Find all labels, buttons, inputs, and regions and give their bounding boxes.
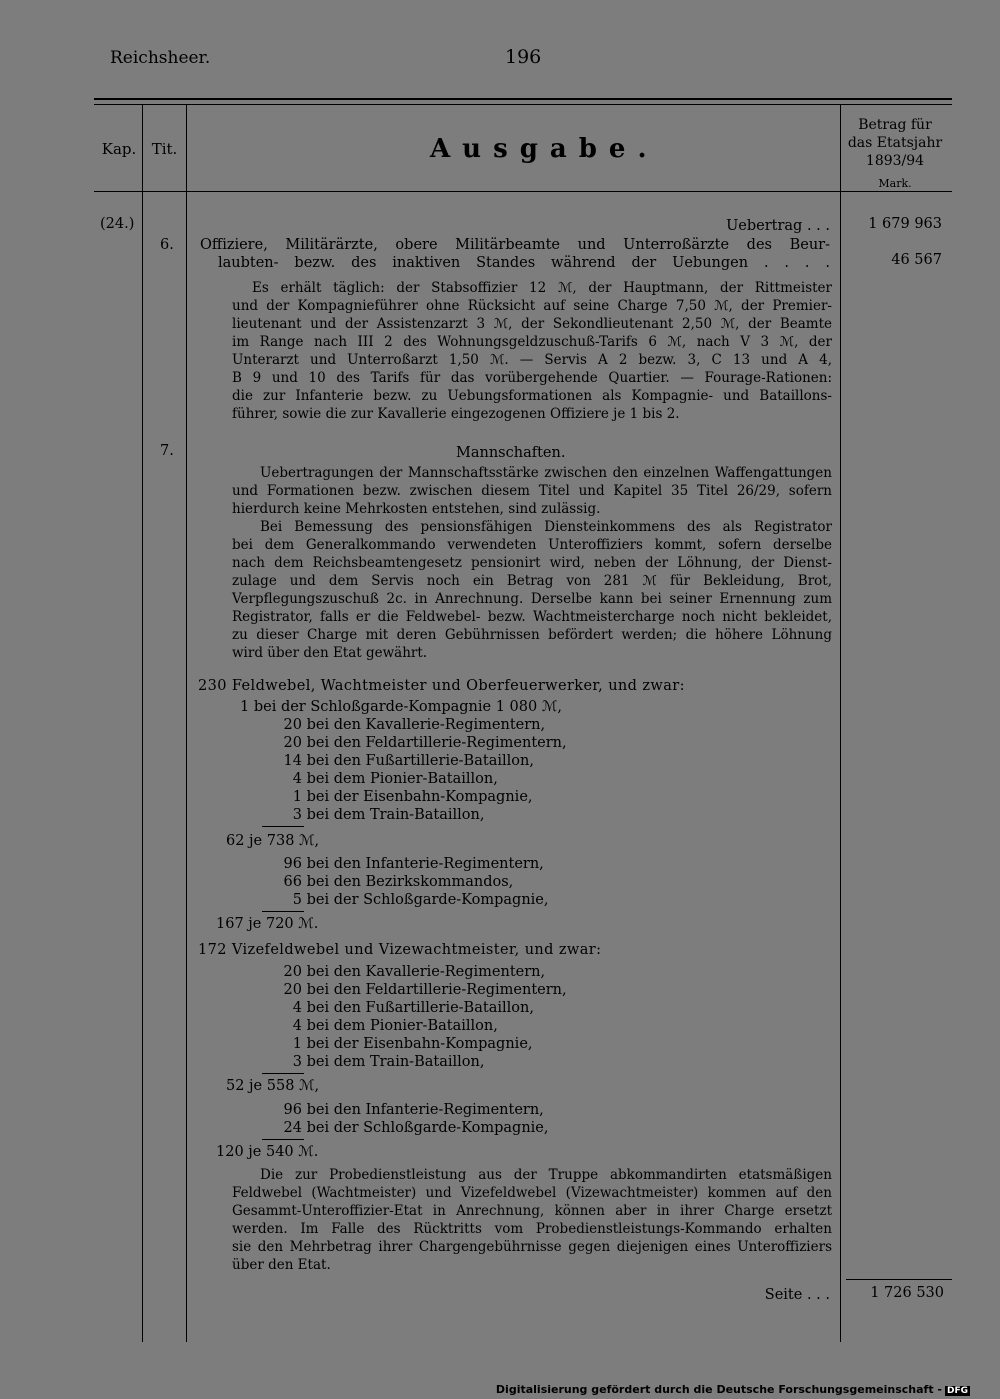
tit-6-note-line-5: Unterarzt und Unterroßarzt 1,50 ℳ. — Servis A 2 bezw. 3, C 13 und A 4, — [232, 352, 832, 368]
vizefeldwebel-list-2 — [262, 1101, 549, 1137]
tit-7-note-line-10: zu dieser Charge mit deren Gebührnissen befördert werden; die höhere Löhnung — [232, 627, 832, 643]
dfg-logo: DFG — [946, 1386, 968, 1396]
uebertrag-label: Uebertrag . . . — [726, 218, 830, 234]
col-header-betrag — [840, 116, 950, 170]
tit-7-note-line-9: Registrator, falls er die Feldwebel- bezw. Wachtmeistercharge noch nicht bekleidet, — [232, 609, 832, 625]
top-double-rule-1 — [94, 98, 952, 100]
header-bottom-rule — [94, 191, 952, 192]
feldwebel-schlossgarde: 1 bei der Schloßgarde-Kompagnie 1 080 ℳ, — [240, 699, 562, 715]
tit-6-note-line-7: die zur Infanterie bezw. zu Uebungsformationen als Kompagnie- und Bataillons- — [232, 388, 832, 404]
betrag-line-1: Betrag für — [858, 117, 932, 133]
list-item: 96 bei den Infanterie-Regimentern, — [283, 1102, 544, 1118]
tit-7-note-line-3: hierdurch keine Mehrkosten entstehen, sind zulässig. — [232, 501, 601, 517]
vizefeldwebel-heading: 172 Vizefeldwebel und Vizewachtmeister, und zwar: — [198, 942, 602, 958]
list-item: 20 bei den Feldartillerie-Regimentern, — [283, 982, 567, 998]
col-header-kap: Kap. — [101, 140, 137, 158]
sum-underline — [262, 1139, 304, 1140]
kap-number: (24.) — [100, 216, 135, 232]
tit-6-note-line-8: führer, sowie die zur Kavallerie eingezogenen Offiziere je 1 bis 2. — [232, 406, 680, 422]
dfg-footer — [496, 1383, 970, 1396]
list-item: 24 bei der Schloßgarde-Kompagnie, — [283, 1120, 549, 1136]
vizefeldwebel-list — [262, 963, 567, 1071]
list-item: 4 bei dem Pionier-Bataillon, — [292, 1018, 498, 1034]
tit-7-note — [232, 464, 832, 662]
list-item: 3 bei dem Train-Bataillon, — [292, 1054, 485, 1070]
list-item: 4 bei den Fußartillerie-Bataillon, — [292, 1000, 534, 1016]
list-item: 1 bei der Eisenbahn-Kompagnie, — [292, 1036, 533, 1052]
tit-6-note-line-6: B 9 und 10 des Tarifs für das vorübergehende Quartier. — Fourage-Rationen: — [232, 370, 832, 386]
tit-6-note-line-4: im Range nach III 2 des Wohnungsgeldzuschuß-Tarifs 6 ℳ, nach V 3 ℳ, der — [232, 334, 832, 350]
col-divider-kap — [142, 104, 143, 1342]
tit-6-amount: 46 567 — [891, 252, 942, 268]
list-item: 3 bei dem Train-Bataillon, — [292, 807, 485, 823]
list-item: 1 bei der Eisenbahn-Kompagnie, — [292, 789, 533, 805]
tit-7-note-line-11: wird über den Etat gewährt. — [232, 645, 428, 661]
feldwebel-list — [262, 716, 567, 824]
final-note-line-3: Gesammt-Unteroffizier-Etat in Anrechnung, können aber in ihrer Charge ersetzt — [232, 1203, 832, 1219]
top-double-rule-2 — [94, 104, 952, 105]
betrag-line-2: das Etatsjahr — [847, 135, 943, 151]
final-note-line-6: über den Etat. — [232, 1257, 331, 1273]
list-item: 20 bei den Feldartillerie-Regimentern, — [283, 735, 567, 751]
feldwebel-subtotal-2: 167 je 720 ℳ. — [216, 916, 319, 932]
tit-6-note — [232, 279, 832, 423]
vizefeldwebel-subtotal-2: 120 je 540 ℳ. — [216, 1144, 319, 1160]
list-item: 66 bei den Bezirkskommandos, — [283, 874, 514, 890]
tit-7-number: 7. — [160, 443, 174, 459]
tit-6-note-line-2: und der Kompagnieführer ohne Rücksicht auf seine Charge 7,50 ℳ, der Premier- — [232, 298, 832, 314]
tit-6-note-line-3: lieutenant und der Assistenzarzt 3 ℳ, der Sekondlieutenant 2,50 ℳ, der Beamte — [232, 316, 832, 332]
betrag-line-3: 1893/94 — [865, 153, 925, 169]
probedienst-note — [232, 1166, 832, 1274]
sum-underline — [262, 1073, 304, 1074]
final-note-line-2: Feldwebel (Wachtmeister) und Vizefeldwebel (Vizewachtmeister) kommen auf den — [232, 1185, 832, 1201]
final-note-line-4: werden. Im Falle des Rücktritts vom Probedienstleistungs-Kommando erhalten — [232, 1221, 832, 1237]
page-title: Ausgabe. — [430, 134, 659, 164]
tit-6-number: 6. — [160, 237, 174, 253]
tit-7-note-line-2: und Formationen bezw. zwischen diesem Titel und Kapitel 35 Titel 26/29, sofern — [232, 483, 832, 499]
running-head: Reichsheer. — [110, 48, 211, 68]
vizefeldwebel-subtotal-1: 52 je 558 ℳ, — [226, 1078, 320, 1094]
tit-6-note-line-1: Es erhält täglich: der Stabsoffizier 12 ℳ, der Hauptmann, der Rittmeister — [252, 280, 832, 296]
tit-7-note-line-5: bei dem Generalkommando verwendeten Unteroffiziers kommt, sofern derselbe — [232, 537, 832, 553]
list-item: 4 bei dem Pionier-Bataillon, — [292, 771, 498, 787]
seite-label: Seite . . . — [764, 1287, 830, 1303]
tit-7-note-line-6: nach dem Reichsbeamtengesetz pensionirt wird, neben der Löhnung, der Dienst- — [232, 555, 832, 571]
list-item: 96 bei den Infanterie-Regimentern, — [283, 856, 544, 872]
sum-rule — [846, 1279, 952, 1280]
list-item: 20 bei den Kavallerie-Regimentern, — [283, 964, 546, 980]
tit-7-note-line-8: Verpflegungszuschuß 2c. in Anrechnung. Derselbe kann bei seiner Ernennung zum — [232, 591, 832, 607]
final-note-line-5: sie den Mehrbetrag ihrer Chargengebührnisse gegen diejenigen eines Unteroffiziers — [232, 1239, 832, 1255]
page-number: 196 — [505, 46, 542, 68]
footer-text: Digitalisierung gefördert durch die Deutsche Forschungsgemeinschaft - — [495, 1383, 942, 1396]
sum-underline — [262, 826, 304, 827]
seite-amount: 1 726 530 — [870, 1285, 944, 1301]
tit-7-note-line-1: Uebertragungen der Mannschaftsstärke zwischen den einzelnen Waffengattungen — [260, 465, 832, 481]
list-item: 14 bei den Fußartillerie-Bataillon, — [283, 753, 534, 769]
tit-7-note-line-7: zulage und dem Servis noch ein Betrag von 281 ℳ für Bekleidung, Brot, — [232, 573, 832, 589]
tit-7-heading: Mannschaften. — [456, 445, 566, 461]
tit-7-note-line-4: Bei Bemessung des pensionsfähigen Diensteinkommens des als Registrator — [260, 519, 832, 535]
feldwebel-heading: 230 Feldwebel, Wachtmeister und Oberfeuerwerker, und zwar: — [198, 678, 685, 694]
feldwebel-list-2 — [262, 855, 549, 909]
uebertrag-amount: 1 679 963 — [868, 216, 942, 232]
final-note-line-1: Die zur Probedienstleistung aus der Truppe abkommandirten etatsmäßigen — [260, 1167, 832, 1183]
list-item: 5 bei der Schloßgarde-Kompagnie, — [292, 892, 549, 908]
col-header-tit: Tit. — [151, 140, 178, 158]
feldwebel-subtotal-1: 62 je 738 ℳ, — [226, 833, 320, 849]
col-divider-tit — [186, 104, 187, 1342]
unit-label: Mark. — [878, 177, 912, 190]
col-divider-betrag — [840, 104, 841, 1342]
tit-6-line-1: Offiziere, Militärärzte, obere Militärbeamte und Unterroßärzte des Beur- — [200, 237, 830, 253]
sum-underline — [262, 911, 304, 912]
tit-6-description — [200, 236, 830, 272]
list-item: 20 bei den Kavallerie-Regimentern, — [283, 717, 546, 733]
tit-6-line-2: laubten- bezw. des inaktiven Standes während der Uebungen . . . . — [218, 255, 830, 271]
